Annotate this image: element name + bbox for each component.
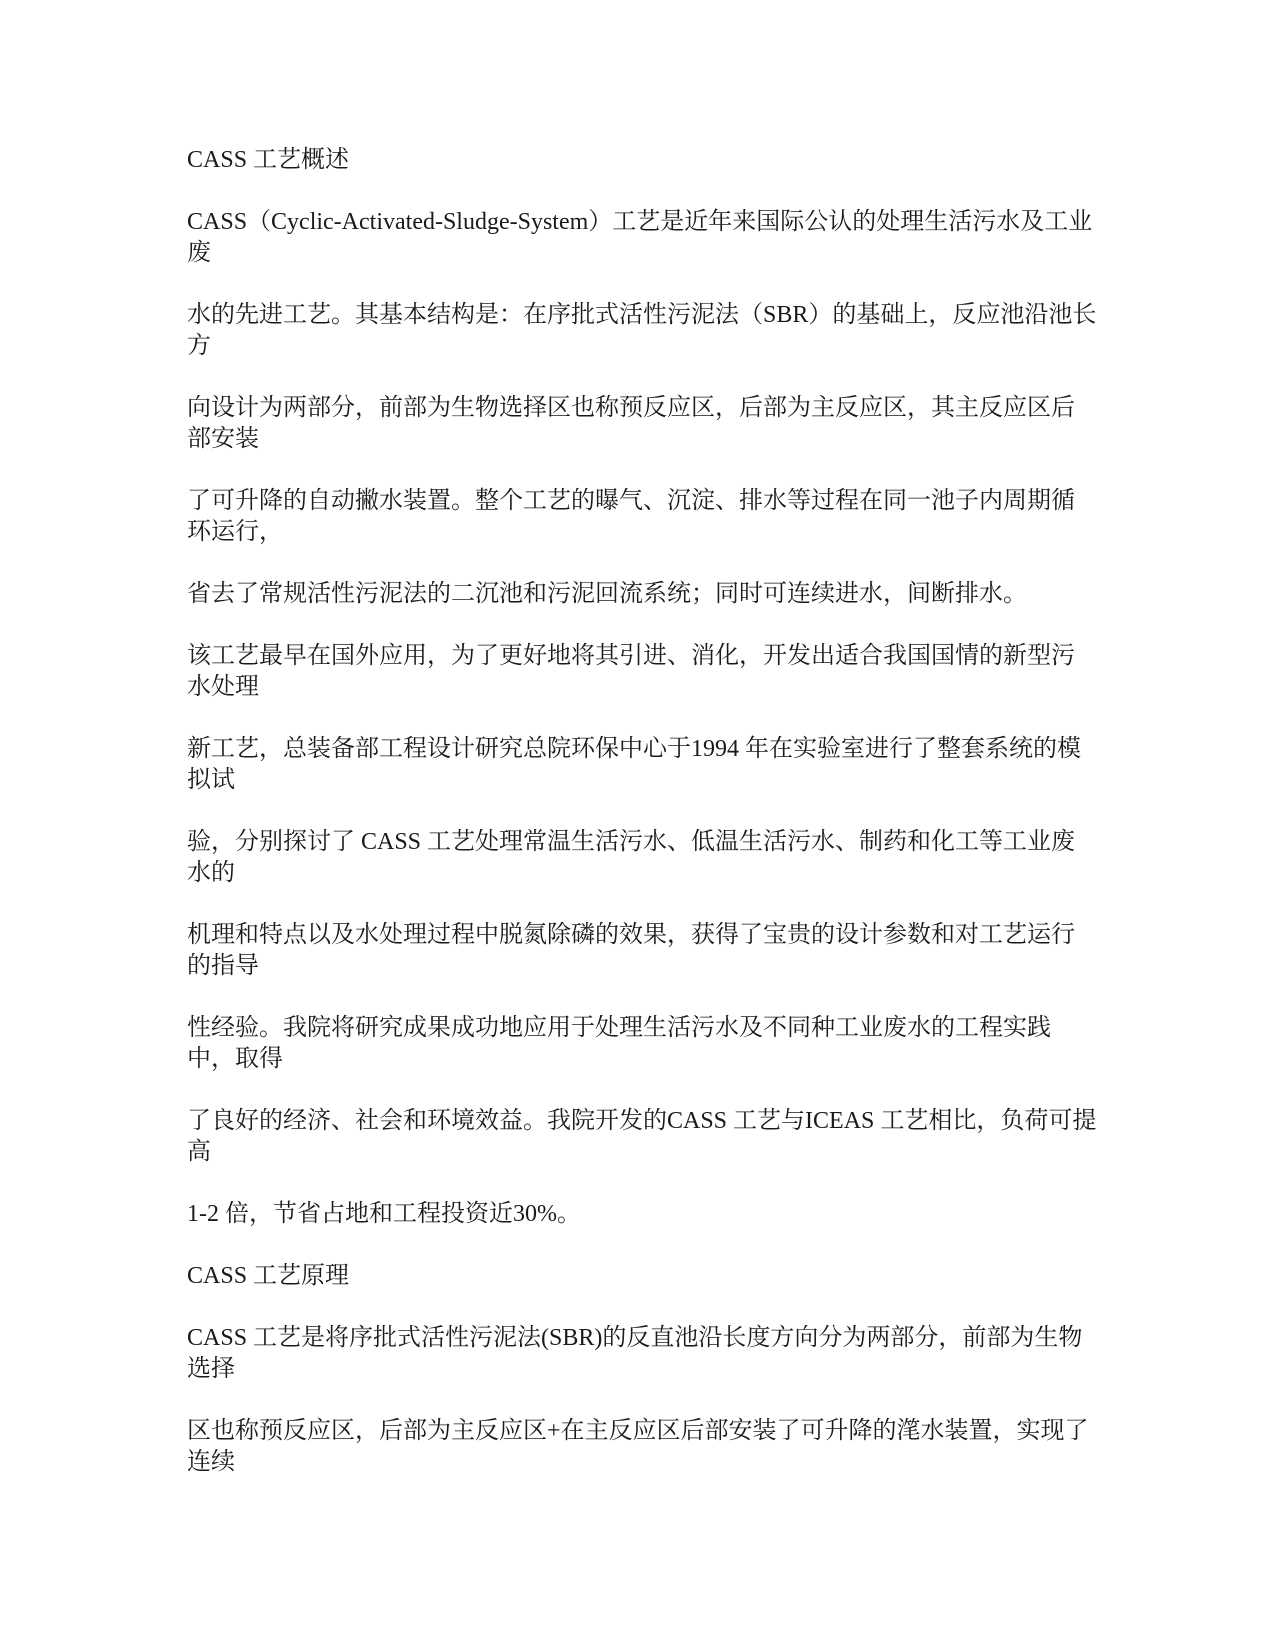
section-heading: CASS 工艺原理 <box>187 1263 350 1289</box>
paragraph: 区也称预反应区，后部为主反应区+在主反应区后部安装了可升降的滗水装置，实现了连续 <box>187 1418 1089 1475</box>
paragraph: 机理和特点以及水处理过程中脱氮除磷的效果，获得了宝贵的设计参数和对工艺运行的指导 <box>187 922 1075 979</box>
paragraph: 该工艺最早在国外应用，为了更好地将其引进、消化，开发出适合我国国情的新型污水处理 <box>187 643 1075 700</box>
document-body <box>187 145 1097 1509</box>
paragraph: 了良好的经济、社会和环境效益。我院开发的CASS 工艺与ICEAS 工艺相比，负荷可提高 <box>187 1108 1097 1165</box>
paragraph: 向设计为两部分，前部为生物选择区也称预反应区，后部为主反应区，其主反应区后部安装 <box>187 395 1075 452</box>
paragraph: 验，分别探讨了 CASS 工艺处理常温生活污水、低温生活污水、制药和化工等工业废水的 <box>187 829 1076 886</box>
section-heading: CASS 工艺概述 <box>187 147 350 173</box>
paragraph: 省去了常规活性污泥法的二沉池和污泥回流系统；同时可连续进水，间断排水。 <box>187 581 1027 607</box>
paragraph: 了可升降的自动撇水装置。整个工艺的曝气、沉淀、排水等过程在同一池子内周期循环运行， <box>187 488 1075 545</box>
paragraph: CASS 工艺是将序批式活性污泥法(SBR)的反直池沿长度方向分为两部分，前部为生物选择 <box>187 1325 1083 1382</box>
paragraph: 1-2 倍，节省占地和工程投资近30%。 <box>187 1201 581 1227</box>
paragraph: 性经验。我院将研究成果成功地应用于处理生活污水及不同种工业废水的工程实践中，取得 <box>187 1015 1051 1072</box>
paragraph: 新工艺，总装备部工程设计研究总院环保中心于1994 年在实验室进行了整套系统的模拟试 <box>187 736 1081 793</box>
paragraph: 水的先进工艺。其基本结构是：在序批式活性污泥法（SBR）的基础上，反应池沿池长方 <box>187 302 1097 359</box>
paragraph: CASS（Cyclic-Activated-Sludge-System）工艺是近年来国际公认的处理生活污水及工业废 <box>187 209 1093 266</box>
